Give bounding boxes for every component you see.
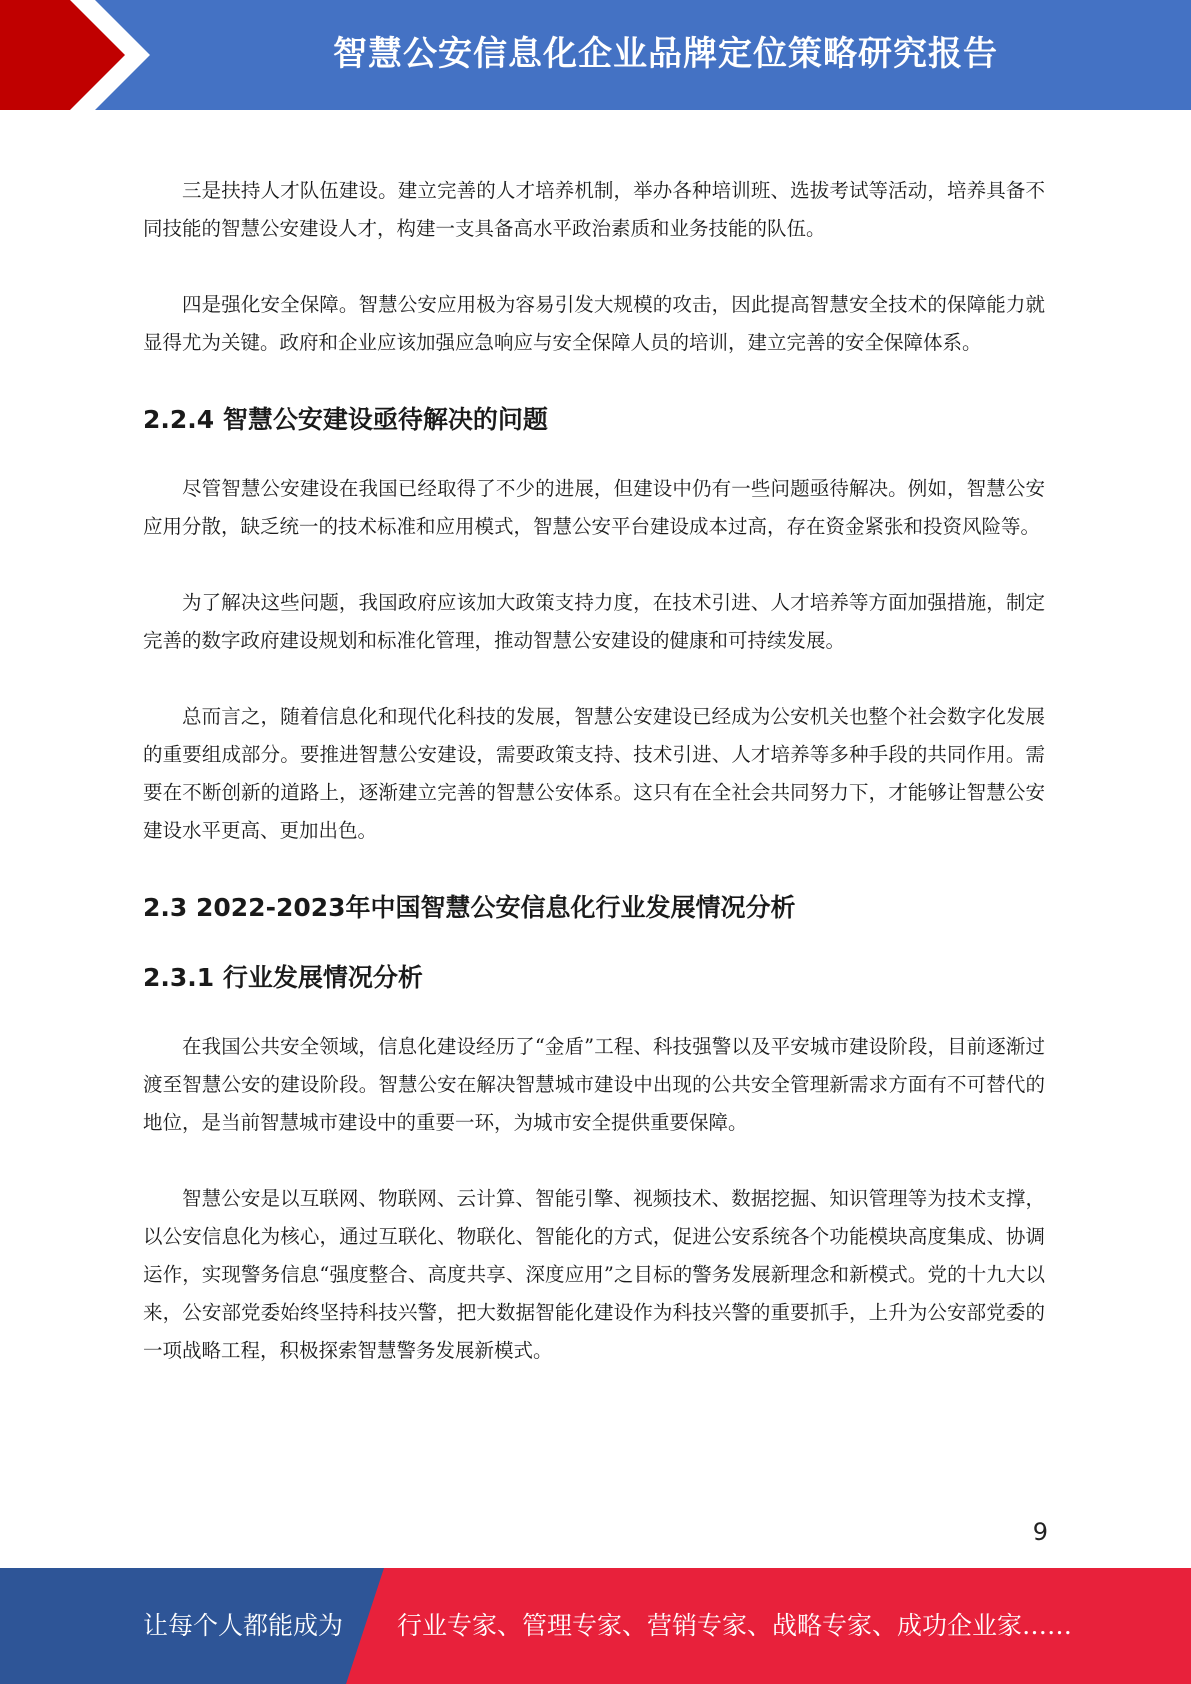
paragraph: 在我国公共安全领域，信息化建设经历了“金盾”工程、科技强警以及平安城市建设阶段，目前逐渐过渡至智慧公安的建设阶段。智慧公安在解决智慧城市建设中出现的公共安全管理新需求方面有不可替代的地位，是当前智慧城市建设中的重要一环，为城市安全提供重要保障。: [143, 1035, 1045, 1134]
paragraph: 四是强化安全保障。智慧公安应用极为容易引发大规模的攻击，因此提高智慧安全技术的保障能力就显得尤为关键。政府和企业应该加强应急响应与安全保障人员的培训，建立完善的安全保障体系。: [143, 293, 1045, 354]
section-heading: 2.3.1 行业发展情况分析: [143, 963, 423, 992]
section-heading: 2.2.4 智慧公安建设亟待解决的问题: [143, 405, 548, 434]
paragraph: 总而言之，随着信息化和现代化科技的发展，智慧公安建设已经成为公安机关也整个社会数字化发展的重要组成部分。要推进智慧公安建设，需要政策支持、技术引进、人才培养等多种手段的共同作用。需要在不断创新的道路上，逐渐建立完善的智慧公安体系。这只有在全社会共同努力下，才能够让智慧公安建设水平更高、更加出色。: [143, 705, 1045, 842]
footer-slogan-left: 让每个人都能成为: [143, 1611, 344, 1640]
paragraph: 为了解决这些问题，我国政府应该加大政策支持力度，在技术引进、人才培养等方面加强措施，制定完善的数字政府建设规划和标准化管理，推动智慧公安建设的健康和可持续发展。: [143, 591, 1045, 652]
footer-slogan-right: 行业专家、管理专家、营销专家、战略专家、成功企业家……: [397, 1611, 1073, 1640]
report-title: 智慧公安信息化企业品牌定位策略研究报告: [333, 34, 998, 74]
page-footer: [0, 1568, 1191, 1684]
page-header: [0, 0, 1191, 110]
paragraph: 三是扶持人才队伍建设。建立完善的人才培养机制，举办各种培训班、选拔考试等活动，培养具备不同技能的智慧公安建设人才，构建一支具备高水平政治素质和业务技能的队伍。: [143, 179, 1045, 240]
main-content: [143, 172, 1045, 1408]
paragraph: 尽管智慧公安建设在我国已经取得了不少的进展，但建设中仍有一些问题亟待解决。例如，智慧公安应用分散，缺乏统一的技术标准和应用模式，智慧公安平台建设成本过高，存在资金紧张和投资风险等。: [143, 477, 1045, 538]
section-heading: 2.3 2022-2023年中国智慧公安信息化行业发展情况分析: [143, 893, 796, 922]
paragraph: 智慧公安是以互联网、物联网、云计算、智能引擎、视频技术、数据挖掘、知识管理等为技术支撑，以公安信息化为核心，通过互联化、物联化、智能化的方式，促进公安系统各个功能模块高度集成、协调运作，实现警务信息“强度整合、高度共享、深度应用”之目标的警务发展新理念和新模式。党的十九大以来，公安部党委始终坚持科技兴警，把大数据智能化建设作为科技兴警的重要抓手，上升为公安部党委的一项战略工程，积极探索智慧警务发展新模式。: [143, 1187, 1045, 1362]
page-number: 9: [1032, 1518, 1048, 1546]
